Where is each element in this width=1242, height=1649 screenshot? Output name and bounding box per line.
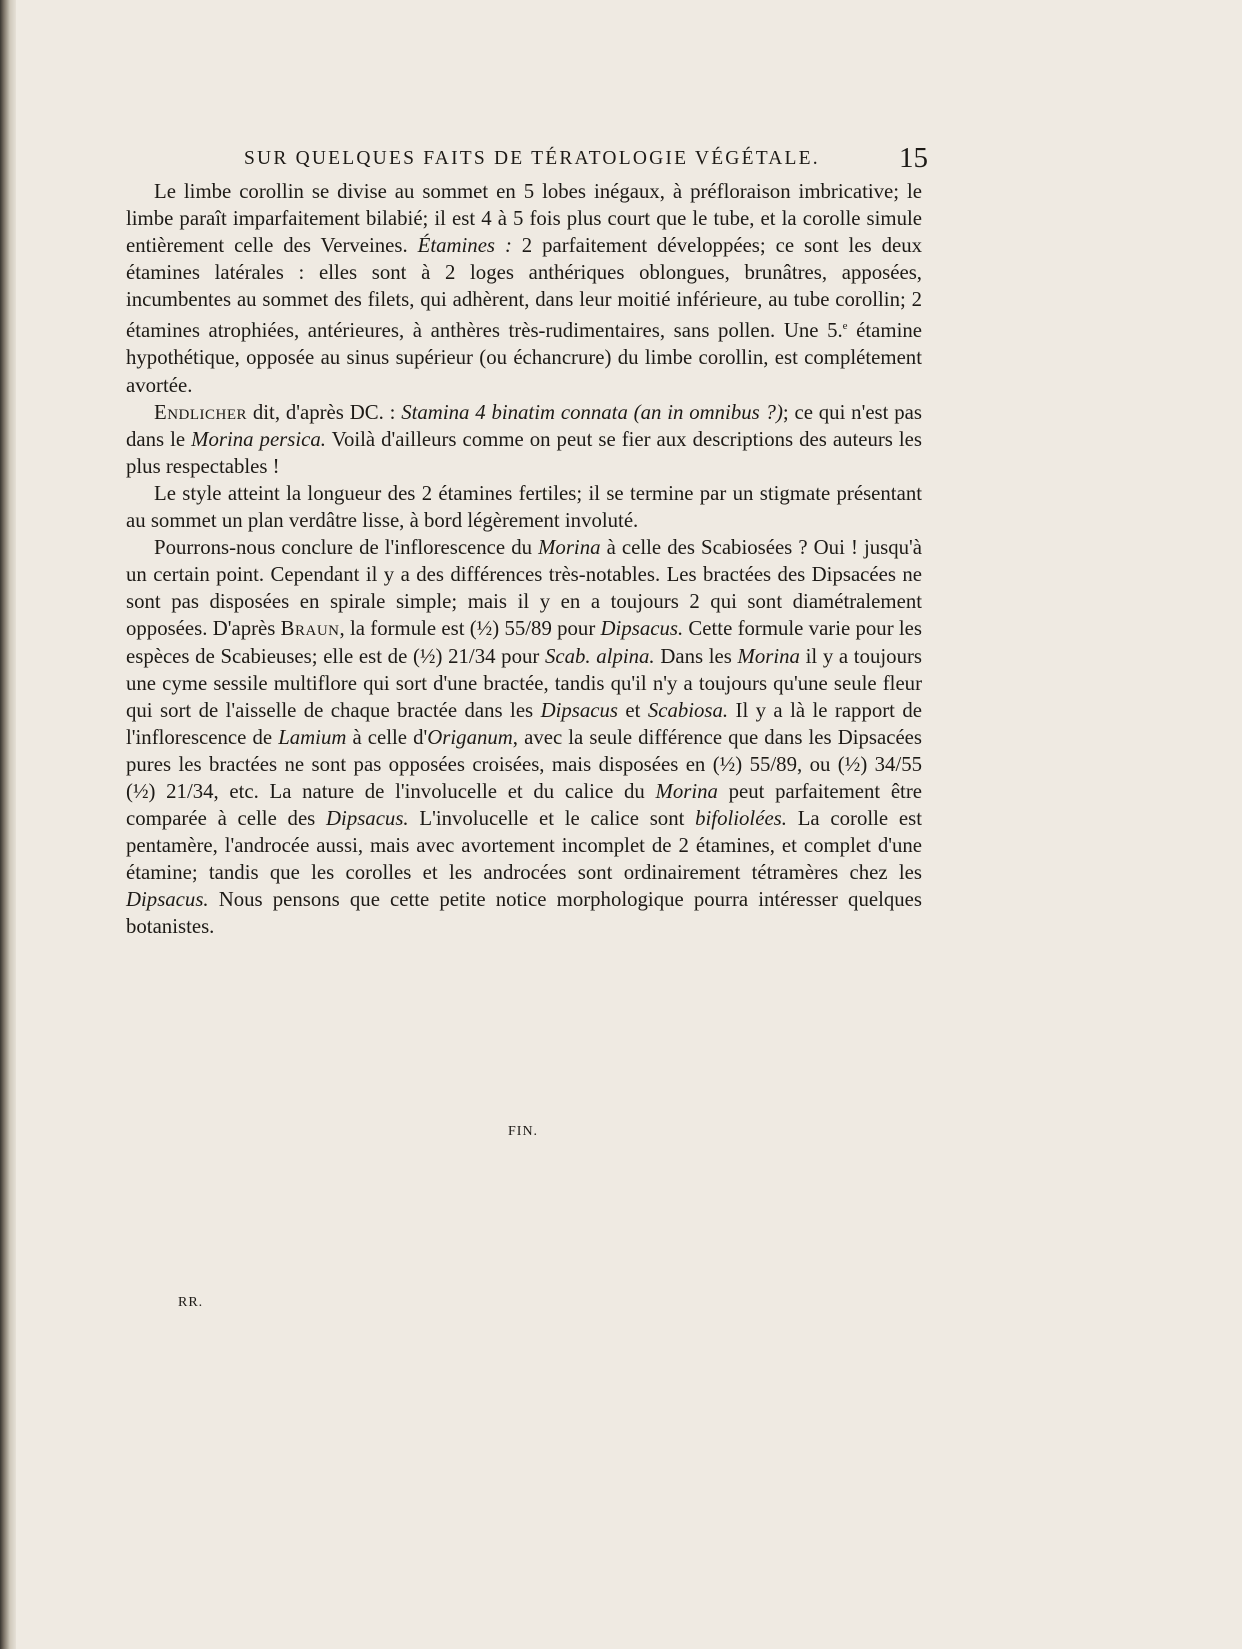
running-title: SUR QUELQUES FAITS DE TÉRATOLOGIE VÉGÉTALE.: [244, 148, 820, 169]
book-page: [16, 0, 1242, 1649]
author-name: Endlicher: [154, 400, 248, 424]
page-number: 15: [899, 142, 928, 174]
book-binding-edge: [0, 0, 16, 1649]
end-marker: FIN.: [508, 1124, 539, 1139]
author-name: Braun: [280, 617, 340, 641]
paragraph-endlicher: Endlicher dit, d'après DC. : Stamina 4 binatim connata (an in omnibus ?); ce qui n'est pas dans le Morina persica. Voilà d'ailleurs comme on peut se fier aux descriptions des auteurs les plus respectables !: [126, 400, 922, 478]
paragraph-corolla: Le limbe corollin se divise au sommet en 5 lobes inégaux, à préfloraison imbricative; le limbe paraît imparfaitement bilabié; il est 4 à 5 fois plus court que le tube, et la corolle simule entièrement celle des Verveines. Étamines : 2 parfaitement développées; ce sont les deux étamines latérales : elles sont à 2 loges anthériques oblongues, brunâtres, apposées, incumbentes au sommet des filets, qui adhèrent, dans leur moitié inférieure, au tube corollin; 2 étamines atrophiées, antérieures, à anthères très-rudimentaires, sans pollen. Une 5.$^e$ étamine hypothétique, opposée au sinus supérieur (ou échancrure) du limbe corollin, est complétement avortée.: [126, 180, 922, 397]
running-head: [244, 142, 928, 176]
signature-mark: RR.: [178, 1295, 204, 1310]
paragraph-inflorescence: Pourrons-nous conclure de l'inflorescence du Morina à celle des Scabiosées ? Oui ! jusqu'à un certain point. Cependant il y a des différences très-notables. Les bractées des Dipsacées ne sont pas disposées en spirale simple; mais il y en a toujours 2 qui sont diamétralement opposées. D'après Braun, la formule est (½) 55/89 pour Dipsacus. Cette formule varie pour les espèces de Scabieuses; elle est de (½) 21/34 pour Scab. alpina. Dans les Morina il y a toujours une cyme sessile multiflore qui sort d'une bractée, tandis qu'il n'y a toujours qu'une seule fleur qui sort de l'aisselle de chaque bractée dans les Dipsacus et Scabiosa. Il y a là le rapport de l'inflorescence de Lamium à celle d'Origanum, avec la seule différence que dans les Dipsacées pures les bractées ne sont pas opposées croisées, mais disposées en (½) 55/89, ou (½) 34/55 (½) 21/34, etc. La nature de l'involucelle et du calice du Morina peut parfaitement être comparée à celle des Dipsacus. L'involucelle et le calice sont bifoliolées. La corolle est pentamère, l'androcée aussi, mais avec avortement incomplet de 2 étamines, et complet d'une étamine; tandis que les corolles et les androcées sont ordinairement tétramères chez les Dipsacus. Nous pensons que cette petite notice morphologique pourra intéresser quelques botanistes.: [126, 536, 923, 939]
body-text: [126, 178, 922, 941]
paragraph-style: Le style atteint la longueur des 2 étamines fertiles; il se termine par un stigmate présentant au sommet un plan verdâtre lisse, à bord légèrement involuté.: [126, 481, 922, 533]
